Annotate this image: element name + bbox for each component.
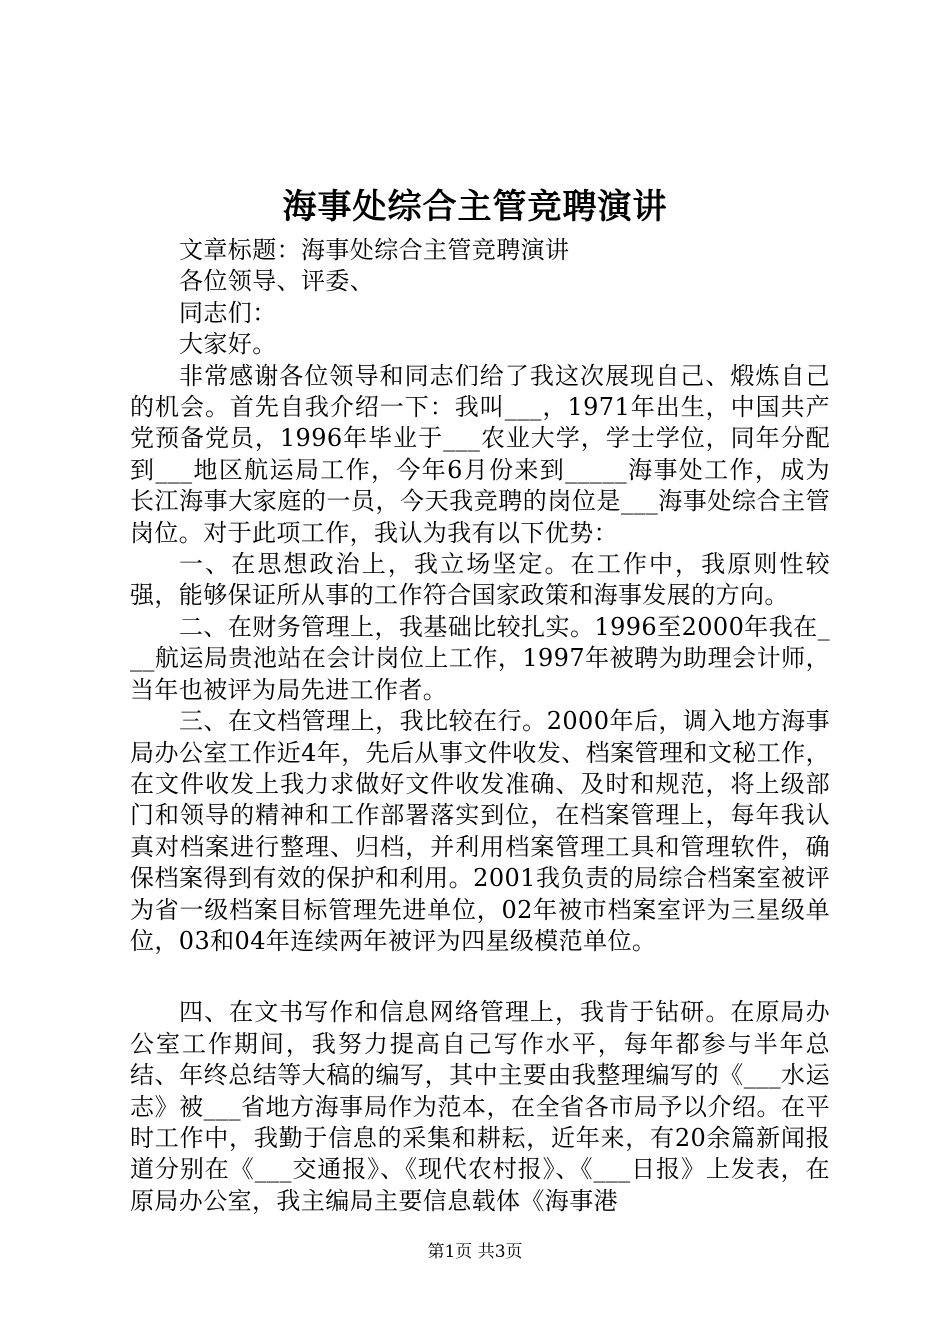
article-title-line: 文章标题：海事处综合主管竞聘演讲: [179, 236, 570, 264]
paragraph-point-1: 一、在思想政治上，我立场坚定。在工作中，我原则性较强，能够保证所从事的工作符合国家政策和海事发展的方向。: [130, 550, 830, 610]
document-title: 海事处综合主管竞聘演讲: [282, 187, 668, 227]
document-body: [130, 207, 830, 1217]
paragraph-point-2: 二、在财务管理上，我基础比较扎实。1996至2000年我在___航运局贵池站在会计岗位上工作，1997年被聘为助理会计师，当年也被评为局先进工作者。: [130, 612, 830, 704]
salutation-comrades: 同志们：: [179, 298, 277, 327]
salutation-leaders: 各位领导、评委、: [179, 267, 375, 296]
paragraph-point-4: 四、在文书写作和信息网络管理上，我肯于钻研。在原局办公室工作期间，我努力提高自己写作水平，每年都参与半年总结、年终总结等大稿的编写，其中主要由我整理编写的《___水运志》被___省地方海事局作为范本，在全省各市局予以介绍。在平时工作中，我勤于信息的采集和耕耘，近年来，有20余篇新闻报道分别在《___交通报》、《现代农村报》、《___日报》上发表，在原局办公室，我主编局主要信息载体《海事港: [130, 998, 830, 1215]
page-number-footer: 第1页 共3页: [427, 1242, 523, 1262]
paragraph-point-3: 三、在文档管理上，我比较在行。2000年后，调入地方海事局办公室工作近4年，先后从事文件收发、档案管理和文秘工作，在文件收发上我力求做好文件收发准确、及时和规范，将上级部门和领导的精神和工作部署落实到位，在档案管理上，每年我认真对档案进行整理、归档，并利用档案管理工具和管理软件，确保档案得到有效的保护和利用。2001我负责的局综合档案室被评为省一级档案目标管理先进单位，02年被市档案室评为三星级单位，03和04年连续两年被评为四星级模范单位。: [130, 707, 830, 955]
paragraph-introduction: 非常感谢各位领导和同志们给了我这次展现自己、煅炼自己的机会。首先自我介绍一下：我叫___，1971年出生，中国共产党预备党员，1996年毕业于___农业大学，学士学位，同年分配到___地区航运局工作，今年6月份来到_____海事处工作，成为长江海事大家庭的一员，今天我竞聘的岗位是___海事处综合主管岗位。对于此项工作，我认为我有以下优势：: [130, 361, 830, 547]
greeting: 大家好。: [179, 330, 277, 359]
